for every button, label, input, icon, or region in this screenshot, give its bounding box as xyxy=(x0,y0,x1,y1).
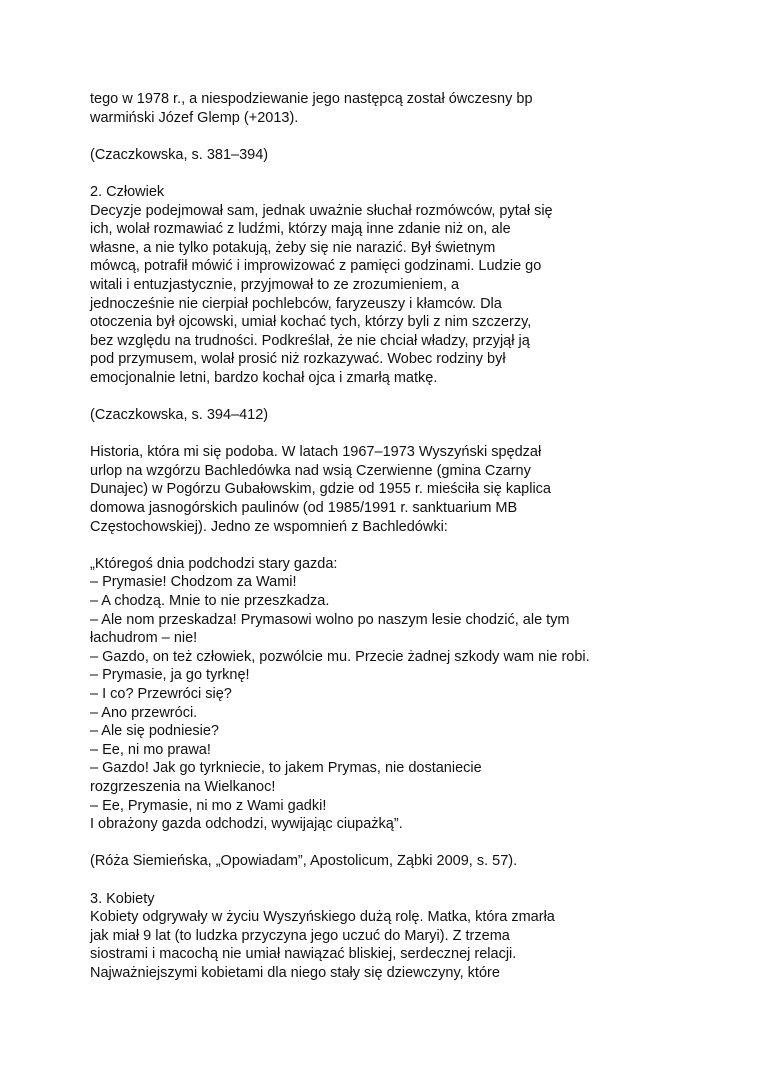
text-line: – Ano przewróci. xyxy=(90,704,198,721)
text-line: 3. Kobiety xyxy=(90,890,155,907)
text-line: emocjonalnie letni, bardzo kochał ojca i zmarłą matkę. xyxy=(90,369,438,386)
text-line: Najważniejszymi kobietami dla niego stały się dziewczyny, które xyxy=(90,964,500,981)
paragraph-quote xyxy=(90,555,690,834)
paragraph-citation-1 xyxy=(90,146,690,165)
text-line: Historia, która mi się podoba. W latach 1967–1973 Wyszyński spędzał xyxy=(90,444,542,461)
text-line: – Prymasie, ja go tyrknę! xyxy=(90,667,250,684)
text-line: pod przymusem, wolał prosić niż rozkazywać. Wobec rodziny był xyxy=(90,351,506,368)
text-line: – Ale się podniesie? xyxy=(90,723,219,740)
text-line: otoczenia był ojcowski, umiał kochać tych, którzy byli z nim szczerzy, xyxy=(90,314,532,331)
text-line: Kobiety odgrywały w życiu Wyszyńskiego dużą rolę. Matka, która zmarła xyxy=(90,909,555,926)
text-line: – Gazdo, on też człowiek, pozwólcie mu. Przecie żadnej szkody wam nie robi. xyxy=(90,648,590,665)
text-line: – Ale nom przeskadza! Prymasowi wolno po naszym lesie chodzić, ale tym xyxy=(90,611,570,628)
text-line: własne, a nie tylko potakują, żeby się nie narazić. Był świetnym xyxy=(90,239,496,256)
paragraph-section-kobiety xyxy=(90,890,690,983)
text-line: (Róża Siemieńska, „Opowiadam”, Apostolicum, Ząbki 2009, s. 57). xyxy=(90,853,518,870)
text-line: jak miał 9 lat (to ludzka przyczyna jego uczuć do Maryi). Z trzema xyxy=(90,927,510,944)
text-line: jednocześnie nie cierpiał pochlebców, faryzeuszy i kłamców. Dla xyxy=(90,295,502,312)
text-line: mówcą, potrafił mówić i improwizować z pamięci godzinami. Ludzie go xyxy=(90,258,542,275)
text-line: (Czaczkowska, s. 381–394) xyxy=(90,146,269,163)
text-line: bez względu na trudności. Podkreślał, że nie chciał władzy, przyjął ją xyxy=(90,332,530,349)
text-line: Dunajec) w Pogórzu Gubałowskim, gdzie od 1955 r. mieściła się kaplica xyxy=(90,481,551,498)
paragraph-citation-3 xyxy=(90,852,690,871)
text-line: – Ee, ni mo prawa! xyxy=(90,741,211,758)
text-line: domowa jasnogórskich paulinów (od 1985/1991 r. sanktuarium MB xyxy=(90,500,518,517)
text-line: tego w 1978 r., a niespodziewanie jego następcą został ówczesny bp xyxy=(90,91,533,107)
text-line: I obrażony gazda odchodzi, wywijając ciupażką”. xyxy=(90,816,403,833)
text-line: Częstochowskiej). Jedno ze wspomnień z Bachledówki: xyxy=(90,518,448,535)
text-line: ich, wolał rozmawiać z ludźmi, którzy mają inne zdanie niż on, ale xyxy=(90,221,511,238)
paragraph-intro xyxy=(90,90,690,127)
text-line: Decyzje podejmował sam, jednak uważnie słuchał rozmówców, pytał się xyxy=(90,202,553,219)
text-line: – I co? Przewróci się? xyxy=(90,686,232,702)
text-line: warmiński Józef Glemp (+2013). xyxy=(90,109,299,126)
text-line: rozgrzeszenia na Wielkanoc! xyxy=(90,778,276,795)
text-line: 2. Człowiek xyxy=(90,183,165,200)
text-line: (Czaczkowska, s. 394–412) xyxy=(90,407,269,424)
text-line: witali i entuzjastycznie, przyjmował to ze zrozumieniem, a xyxy=(90,276,460,293)
text-line: siostrami i macochą nie umiał nawiązać bliskiej, serdecznej relacji. xyxy=(90,946,517,963)
text-line: – Prymasie! Chodzom za Wami! xyxy=(90,574,297,591)
text-column xyxy=(90,90,690,1001)
text-line: łachudrom – nie! xyxy=(90,630,198,647)
text-line: – A chodzą. Mnie to nie przeszkadza. xyxy=(90,593,330,610)
text-line: urlop na wzgórzu Bachledówka nad wsią Czerwienne (gmina Czarny xyxy=(90,462,531,479)
paragraph-historia xyxy=(90,443,690,536)
text-line: „Któregoś dnia podchodzi stary gazda: xyxy=(90,555,338,572)
paragraph-citation-2 xyxy=(90,406,690,425)
text-line: – Gazdo! Jak go tyrkniecie, to jakem Prymas, nie dostaniecie xyxy=(90,760,482,777)
text-line: – Ee, Prymasie, ni mo z Wami gadki! xyxy=(90,797,327,814)
paragraph-section-czlowiek xyxy=(90,183,690,388)
